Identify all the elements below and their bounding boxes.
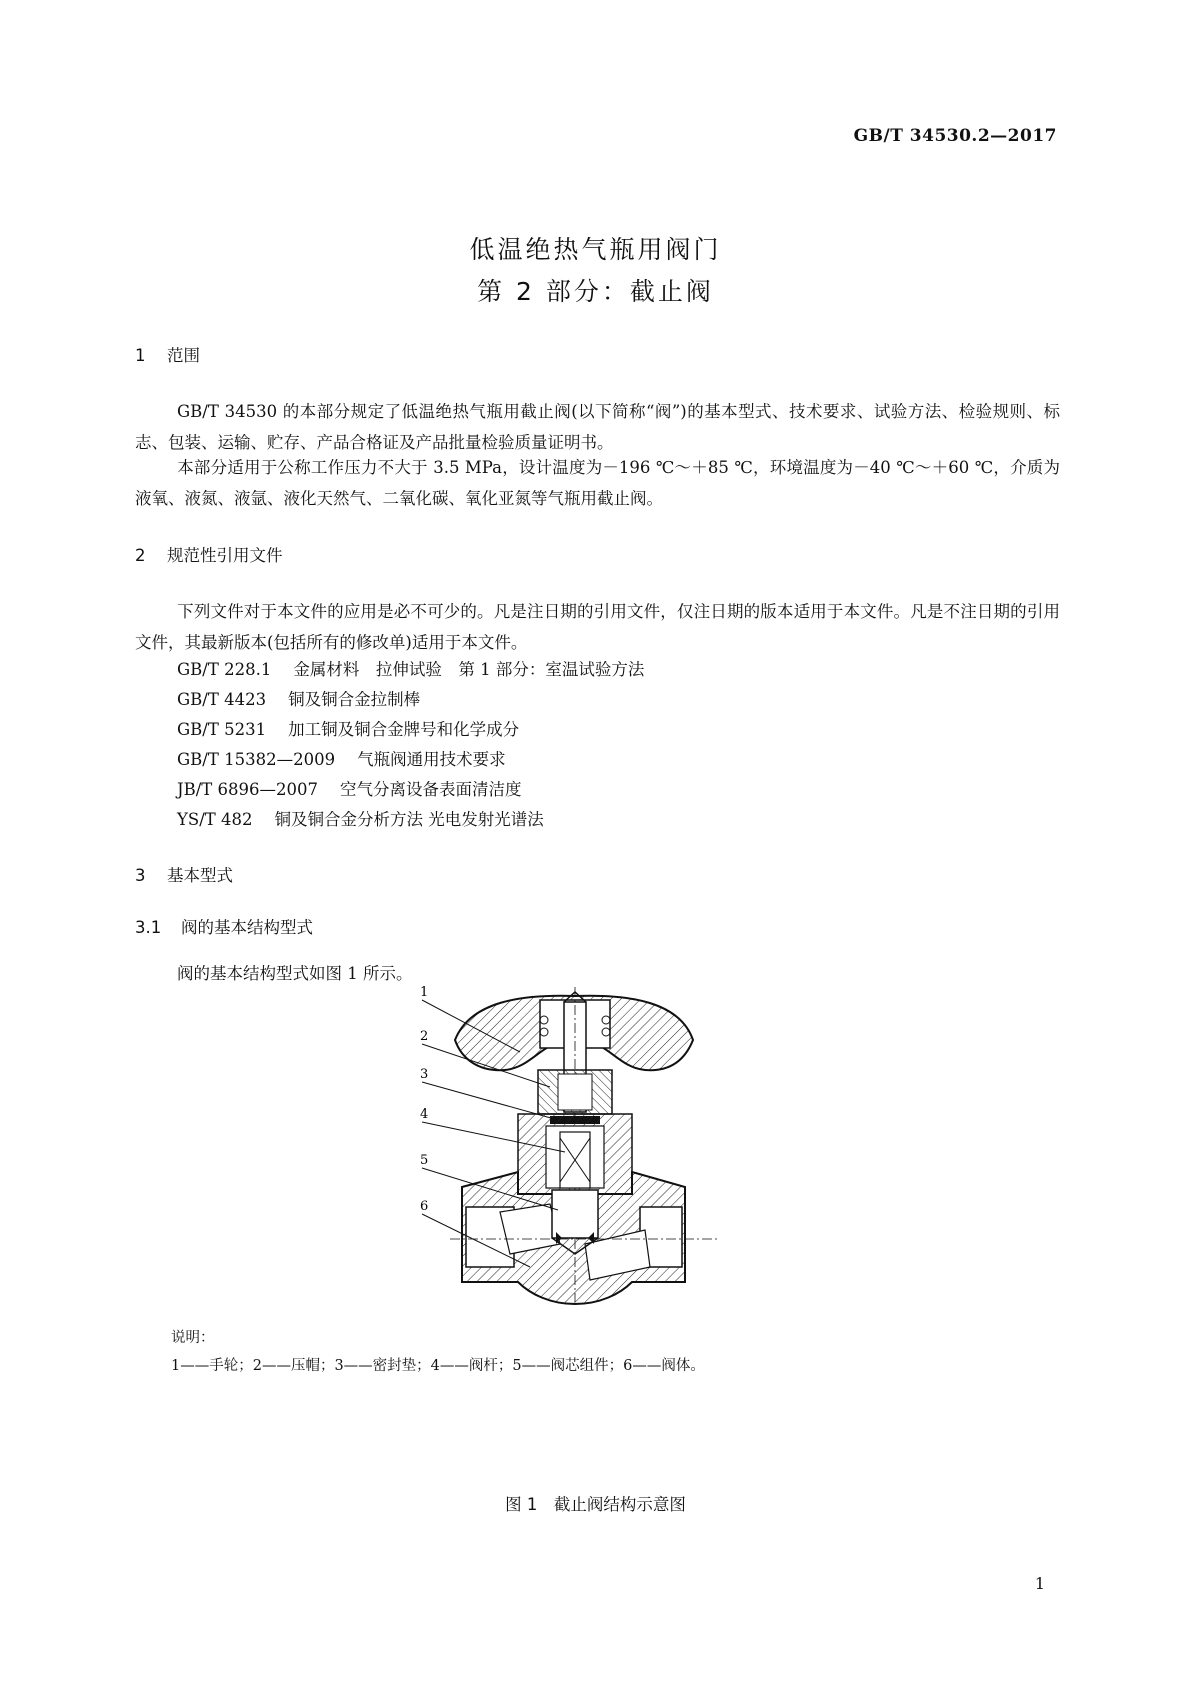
callout-6: 6 <box>420 1199 429 1214</box>
callout-5: 5 <box>420 1153 429 1168</box>
reference-item: GB/T 5231 加工铜及铜合金牌号和化学成分 <box>177 720 520 739</box>
valve-cross-section-figure <box>400 982 780 1312</box>
section-2-para: 下列文件对于本文件的应用是必不可少的。凡是注日期的引用文件，仅注日期的版本适用于本文件。凡是不注日期的引用文件，其最新版本(包括所有的修改单)适用于本文件。 <box>135 602 1060 652</box>
bonnet-part <box>518 1114 632 1194</box>
figure-note-text: 1——手轮；2——压帽；3——密封垫；4——阀杆；5——阀芯组件；6——阀体。 <box>171 1358 705 1374</box>
callout-4: 4 <box>420 1107 429 1122</box>
document-subtitle: 第 2 部分：截止阀 <box>477 277 714 306</box>
reference-item: GB/T 4423 铜及铜合金拉制棒 <box>177 690 421 709</box>
callout-2: 2 <box>420 1029 429 1044</box>
section-3-1-heading: 3.1 阀的基本结构型式 <box>135 918 313 937</box>
callout-3: 3 <box>420 1067 429 1082</box>
figure-note-label: 说明： <box>171 1330 215 1346</box>
document-title: 低温绝热气瓶用阀门 <box>469 235 722 264</box>
section-1-para-2: 本部分适用于公称工作压力不大于 3.5 MPa，设计温度为－196 ℃～＋85 ℃，环境温度为－40 ℃～＋60 ℃，介质为液氧、液氮、液氩、液化天然气、二氧化碳、氧化亚氮等气瓶用截止阀。 <box>135 458 1060 508</box>
reference-item: JB/T 6896—2007 空气分离设备表面清洁度 <box>177 780 522 799</box>
section-2-heading: 2 规范性引用文件 <box>135 546 283 565</box>
section-1-para-1: GB/T 34530 的本部分规定了低温绝热气瓶用截止阀(以下简称“阀”)的基本型式、技术要求、试验方法、检验规则、标志、包装、运输、贮存、产品合格证及产品批量检验质量证明书。 <box>135 402 1060 452</box>
reference-item: GB/T 15382—2009 气瓶阀通用技术要求 <box>177 750 506 769</box>
section-3-1-para: 阀的基本结构型式如图 1 所示。 <box>177 964 413 983</box>
page-number: 1 <box>1034 1574 1045 1593</box>
gland-nut-part <box>538 1070 612 1114</box>
reference-item: YS/T 482 铜及铜合金分析方法 光电发射光谱法 <box>177 810 544 829</box>
standard-number: GB/T 34530.2—2017 <box>853 126 1057 146</box>
figure-caption: 图 1 截止阀结构示意图 <box>505 1495 686 1514</box>
callout-1: 1 <box>420 985 429 1000</box>
section-1-heading: 1 范围 <box>135 346 200 365</box>
section-3-heading: 3 基本型式 <box>135 866 233 885</box>
reference-item: GB/T 228.1 金属材料 拉伸试验 第 1 部分：室温试验方法 <box>177 660 645 679</box>
